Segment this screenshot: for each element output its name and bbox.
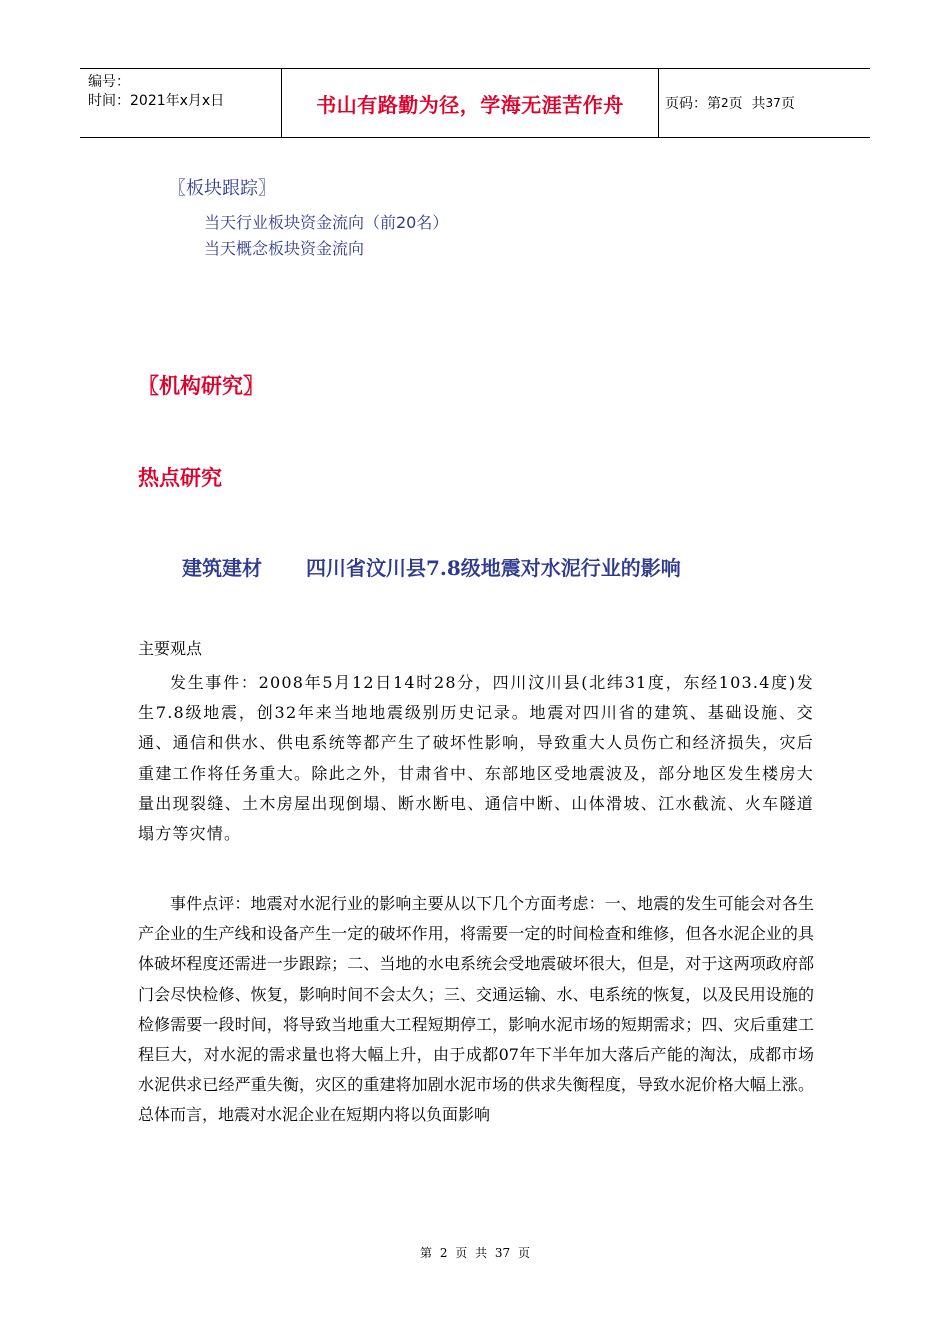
header-motto: 书山有路勤为径，学海无涯苦作舟 xyxy=(282,69,659,137)
header-meta xyxy=(80,69,282,137)
paragraph-comment: 事件点评：地震对水泥行业的影响主要从以下几个方面考虑：一、地震的发生可能会对各生产企业的生产线和设备产生一定的破坏作用，将需要一定的时间检查和维修，但各水泥企业的具体破坏程度还需进一步跟踪；二、当地的水电系统会受地震破坏很大，但是，对于这两项政府部门会尽快检修、恢复，影响时间不会太久；三、交通运输、水、电系统的恢复，以及民用设施的检修需要一段时间，将导致当地重大工程短期停工，影响水泥市场的短期需求；四、灾后重建工程巨大，对水泥的需求量也将大幅上升，由于成都07年下半年加大落后产能的淘汰，成都市场水泥供求已经严重失衡，灾区的重建将加剧水泥市场的供求失衡程度，导致水泥价格大幅上涨。总体而言，地震对水泥企业在短期内将以负面影响 xyxy=(138,894,814,1125)
institution-research-title: 〖机构研究〗 xyxy=(138,374,264,398)
page-prefix: 页码：第 xyxy=(665,96,721,112)
section-tag-sector-tracking: 〖板块跟踪〗 xyxy=(168,178,276,199)
page-mid: 页 共 xyxy=(728,96,766,112)
page-suffix: 页 xyxy=(780,96,795,112)
article-headline: 四川省汶川县7.8级地震对水泥行业的影响 xyxy=(306,556,681,580)
header-page-info xyxy=(659,69,870,137)
document-header xyxy=(80,68,870,138)
article-category: 建筑建材 xyxy=(182,556,262,580)
page-footer: 第 2 页 共 37 页 xyxy=(420,1246,530,1260)
hot-research-title: 热点研究 xyxy=(138,466,222,490)
page-total: 37 xyxy=(765,96,781,110)
number-label: 编号： xyxy=(88,74,130,90)
link-concept-fund-flow[interactable]: 当天概念板块资金流向 xyxy=(204,239,365,258)
main-points-label: 主要观点 xyxy=(138,639,203,658)
article-title xyxy=(182,552,681,581)
time-label: 时间：2021年x月x日 xyxy=(88,93,225,109)
page-number: 2 xyxy=(721,96,729,110)
link-industry-fund-flow[interactable]: 当天行业板块资金流向（前20名） xyxy=(204,213,449,232)
paragraph-event: 发生事件：2008年5月12日14时28分，四川汶川县(北纬31度，东经103.4度)发生7.8级地震，创32年来当地地震级别历史记录。地震对四川省的建筑、基础设施、交通、通信和供水、供电系统等都产生了破坏性影响，导致重大人员伤亡和经济损失，灾后重建工作将任务重大。除此之外，甘肃省中、东部地区受地震波及，部分地区发生楼房大量出现裂缝、土木房屋出现倒塌、断水断电、通信中断、山体滑坡、江水截流、火车隧道塌方等灾情。 xyxy=(138,673,814,844)
